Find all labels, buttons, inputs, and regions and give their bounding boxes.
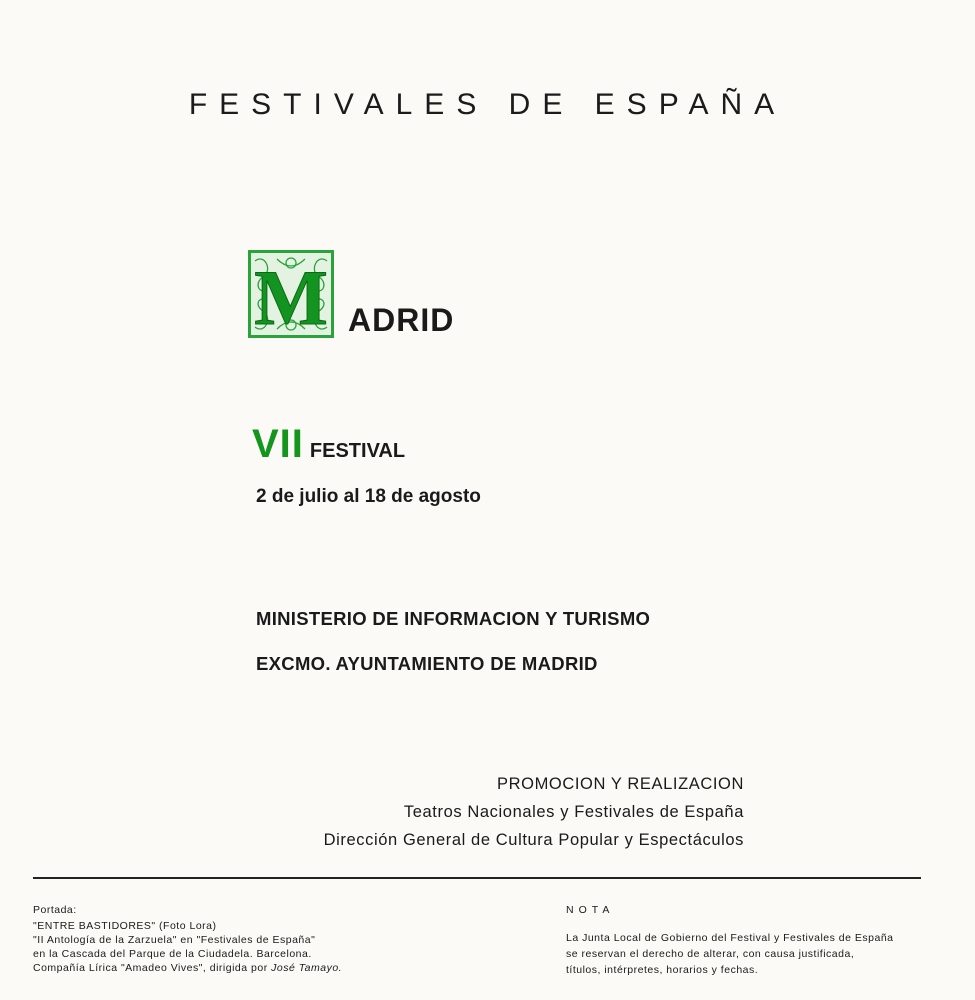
organizer-ministry: MINISTERIO DE INFORMACION Y TURISMO (256, 608, 651, 629)
cover-credit-line (33, 961, 342, 975)
cover-credit-line: "ENTRE BASTIDORES" (Foto Lora) (33, 920, 217, 932)
note-heading: NOTA (566, 904, 615, 916)
cover-credit-line: "II Antología de la Zarzuela" en "Festivales de España" (33, 934, 316, 946)
festival-dates: 2 de julio al 18 de agosto (256, 486, 481, 507)
cover-credit-line: en la Cascada del Parque de la Ciudadela. Barcelona. (33, 948, 312, 960)
promotion-line: Teatros Nacionales y Festivales de España (403, 803, 744, 821)
organizer-city-council: EXCMO. AYUNTAMIENTO DE MADRID (256, 653, 598, 674)
note (566, 902, 894, 978)
cover-credit (33, 903, 342, 975)
festival-label: FESTIVAL (309, 440, 406, 462)
cover-credit-director: José Tamayo. (271, 962, 343, 974)
note-line: La Junta Local de Gobierno del Festival y Festivales de España (566, 932, 894, 944)
promotion-heading: PROMOCION Y REALIZACION (497, 775, 744, 793)
footer-divider (33, 877, 921, 879)
promotion-line: Dirección General de Cultura Popular y Espectáculos (323, 831, 744, 849)
cover-credit-label: Portada: (33, 904, 77, 916)
initial-letter: M (254, 254, 328, 339)
festival-number: VII (252, 422, 304, 466)
city-name: ADRID (348, 302, 455, 338)
page-title: FESTIVALES DE ESPAÑA (188, 88, 787, 121)
note-line: se reservan el derecho de alterar, con causa justificada, (566, 948, 855, 960)
note-line: títulos, intérpretes, horarios y fechas. (566, 964, 759, 976)
decorated-initial-m (247, 249, 335, 339)
cover-credit-company: Compañía Lírica "Amadeo Vives", dirigida por (33, 962, 272, 974)
festival-edition (252, 422, 405, 467)
